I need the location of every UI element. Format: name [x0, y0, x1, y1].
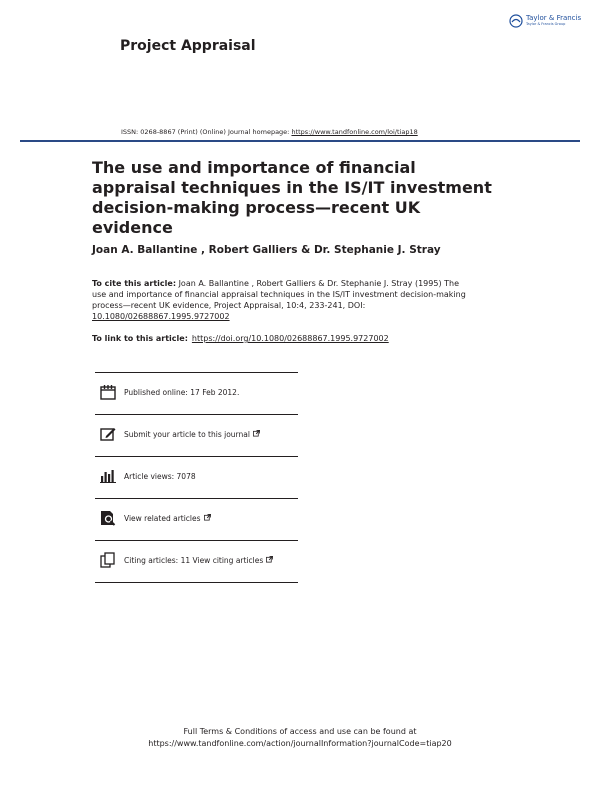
- edit-icon: [99, 425, 117, 443]
- citing-articles-label: Citing articles: 11 View citing articles: [124, 556, 264, 565]
- publisher-logo-icon: [509, 14, 523, 28]
- citation-label: To cite this article:: [92, 279, 177, 288]
- header-divider: [20, 140, 580, 142]
- related-articles-icon: [99, 509, 117, 527]
- publisher-name: Taylor & Francis: [526, 14, 582, 23]
- published-date: Published online: 17 Feb 2012.: [124, 388, 240, 397]
- related-articles-label: View related articles: [124, 514, 201, 523]
- article-title: The use and importance of financial appraisal techniques in the IS/IT investment decision-making process—recent UK evidence: [92, 158, 492, 237]
- article-authors: Joan A. Ballantine , Robert Galliers & Dr. Stephanie J. Stray: [92, 244, 441, 256]
- metric-related[interactable]: [95, 499, 298, 541]
- submit-article-link[interactable]: [124, 430, 260, 439]
- publisher-logo: [509, 14, 581, 28]
- article-views: Article views: 7078: [124, 472, 196, 481]
- citing-articles-icon: [99, 551, 117, 569]
- metric-submit[interactable]: [95, 415, 298, 457]
- external-link-icon: [266, 556, 273, 563]
- issn-line: [121, 128, 418, 136]
- calendar-icon: [99, 383, 117, 401]
- bar-chart-icon: [99, 467, 117, 485]
- link-label: To link to this article:: [92, 334, 188, 343]
- metric-views: [95, 457, 298, 499]
- metric-citing[interactable]: [95, 541, 298, 583]
- journal-title: Project Appraisal: [120, 38, 256, 54]
- article-link-line: [92, 334, 389, 343]
- external-link-icon: [204, 514, 211, 521]
- footer-terms-text: Full Terms & Conditions of access and use can be found at: [183, 727, 417, 736]
- related-articles-link[interactable]: [124, 514, 211, 523]
- citation-text: Joan A. Ballantine , Robert Galliers & Dr. Stephanie J. Stray (1995) The use and importance of financial appraisal techniques in the IS/IT investment decision-making process—recent UK evidence, Project Appraisal, 10:4, 233-241, DOI:: [92, 279, 466, 310]
- footer: [0, 726, 600, 750]
- citation-block: [92, 278, 472, 322]
- article-doi-link[interactable]: https://doi.org/10.1080/02688867.1995.9727002: [191, 334, 389, 343]
- citing-articles-link[interactable]: [124, 556, 273, 565]
- citation-doi-link[interactable]: 10.1080/02688867.1995.9727002: [92, 312, 230, 321]
- external-link-icon: [253, 430, 260, 437]
- article-metrics: [95, 372, 298, 583]
- submit-article-label: Submit your article to this journal: [124, 430, 250, 439]
- issn-text: ISSN: 0268-8867 (Print) (Online) Journal homepage:: [121, 128, 292, 136]
- journal-homepage-link[interactable]: https://www.tandfonline.com/loi/tiap18: [291, 128, 418, 136]
- publisher-subname: Taylor & Francis Group: [526, 22, 566, 27]
- metric-published: [95, 373, 298, 415]
- footer-terms-link[interactable]: https://www.tandfonline.com/action/journalInformation?journalCode=tiap20: [148, 739, 452, 748]
